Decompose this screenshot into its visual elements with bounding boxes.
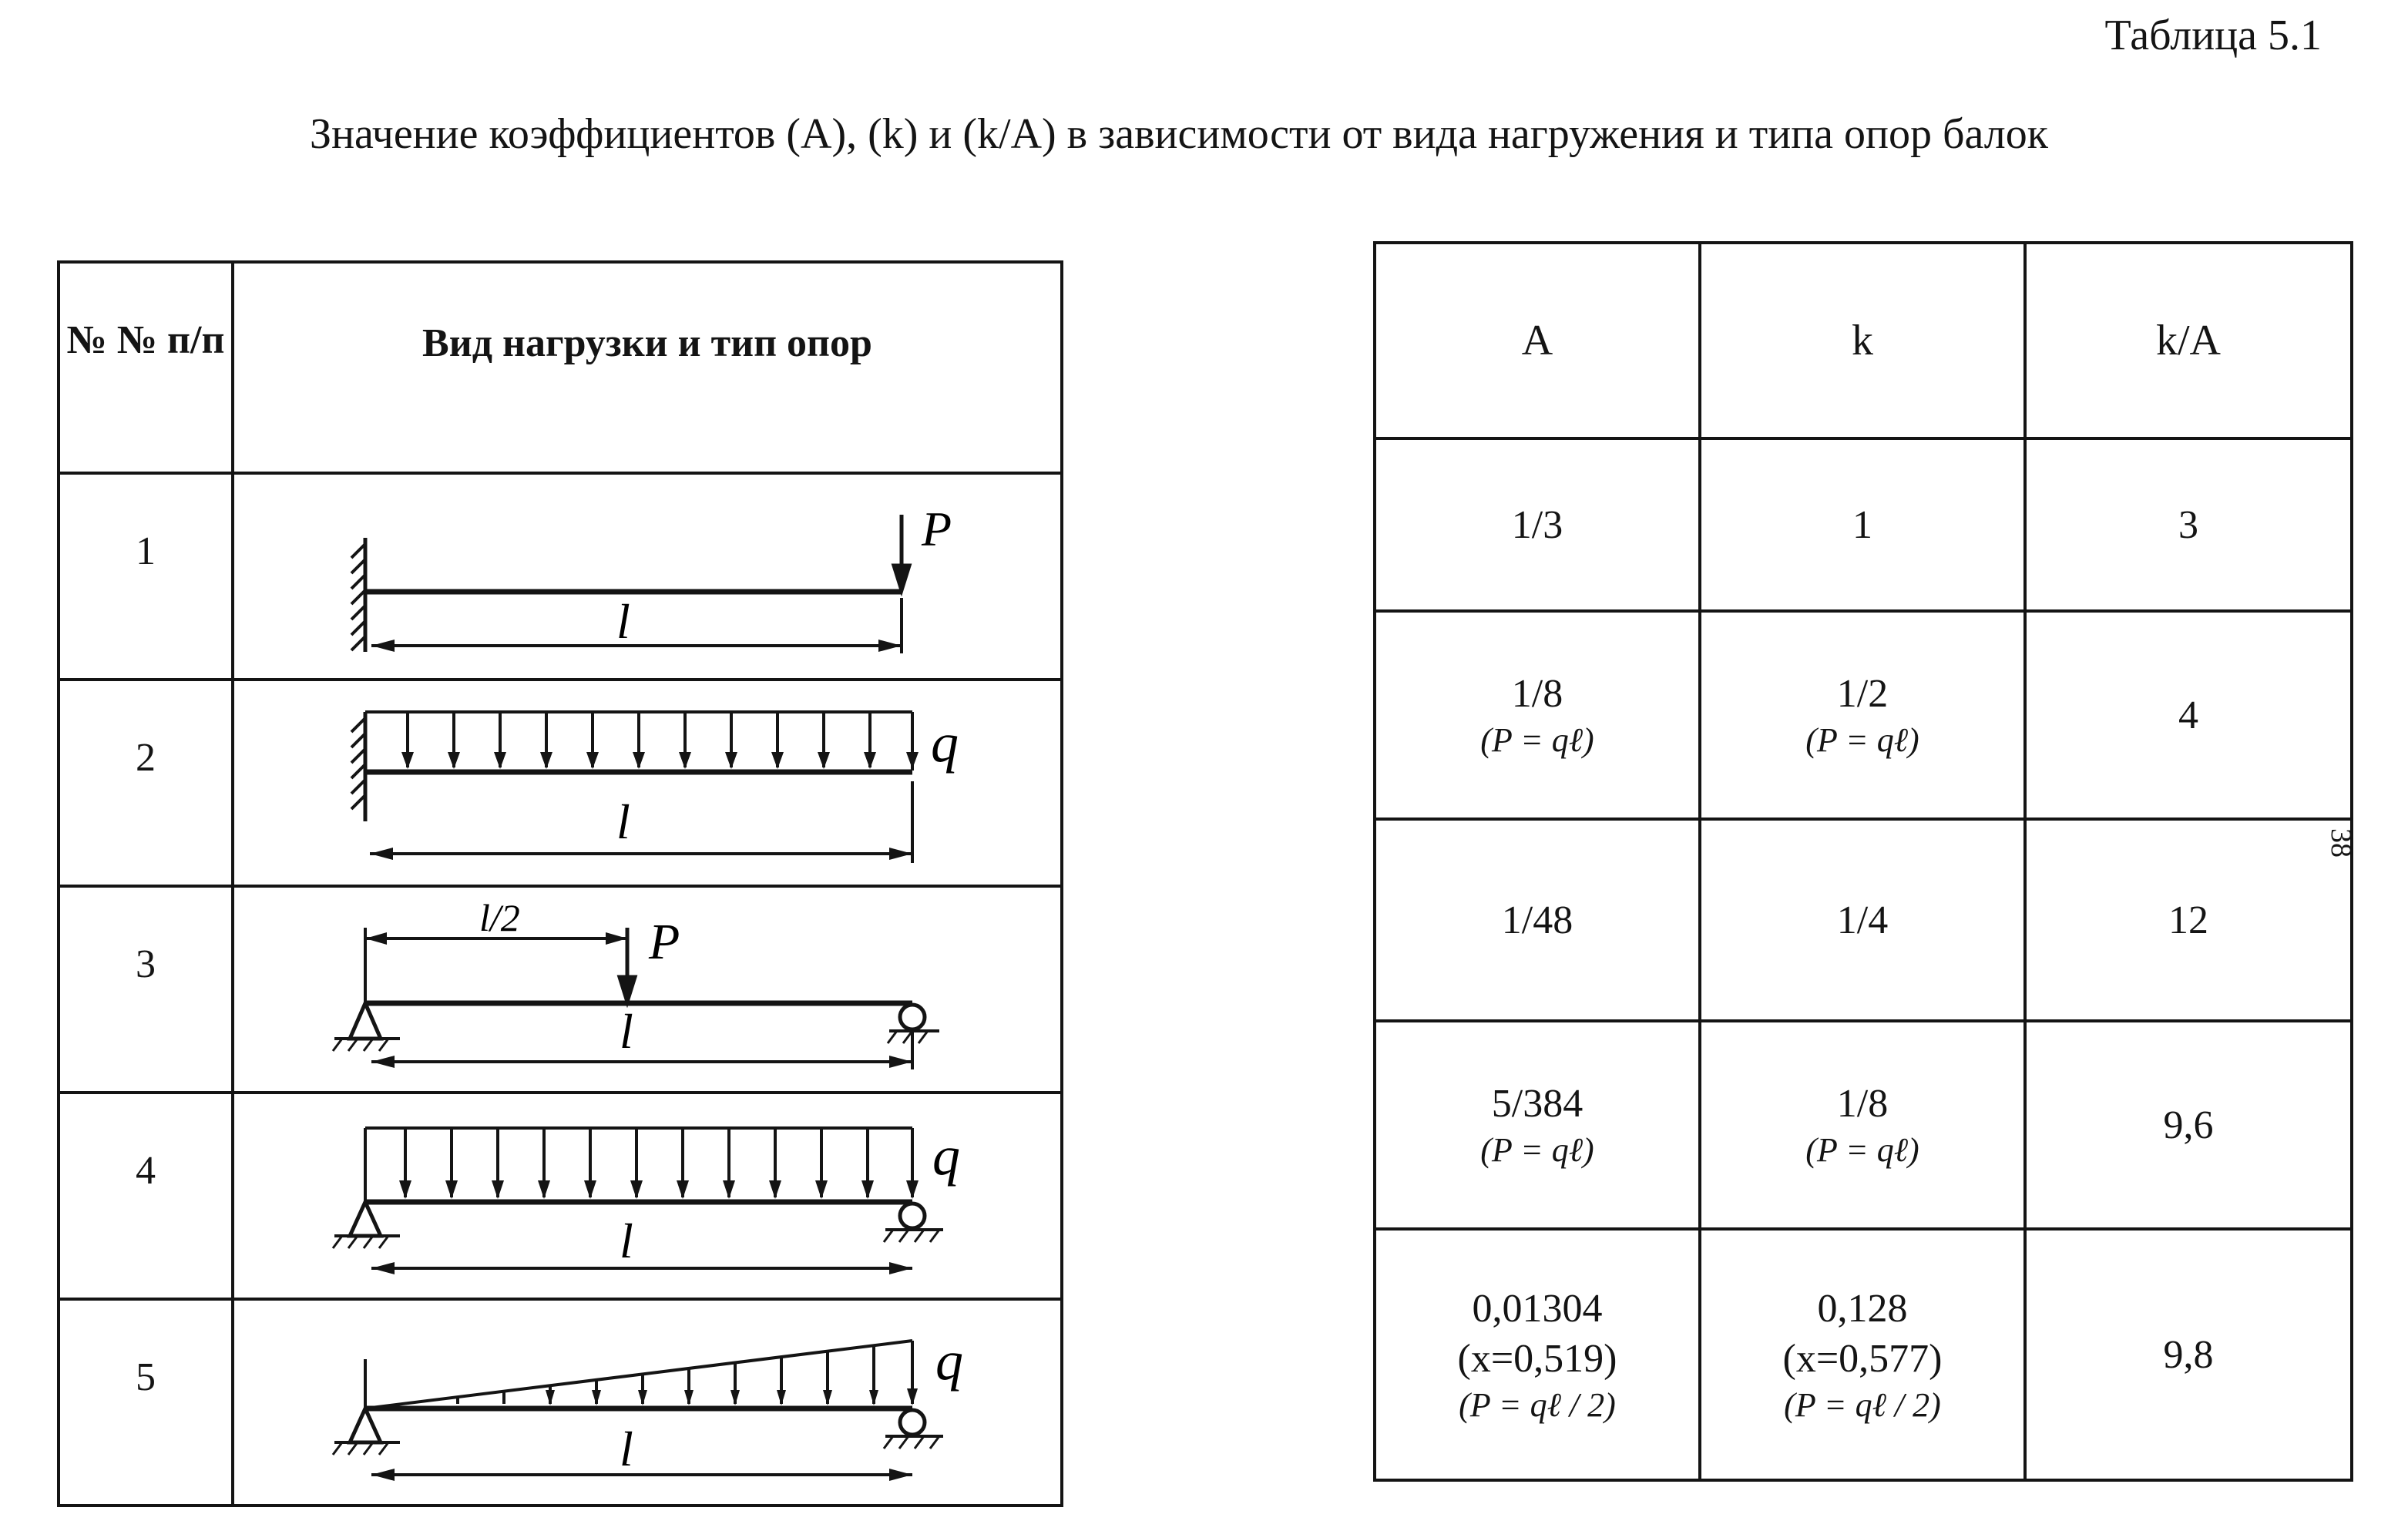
- coefficients-header-row: [1375, 243, 2352, 438]
- diagram-cell: [233, 680, 1062, 886]
- note: (P = qℓ / 2): [1459, 1385, 1616, 1424]
- distributed-load-arrows: [405, 1128, 912, 1197]
- note: (P = qℓ): [1805, 721, 1919, 759]
- note: (P = qℓ): [1480, 1131, 1594, 1169]
- diagram-cell: [233, 1093, 1062, 1299]
- table-row: [59, 473, 1062, 680]
- cell-a: 0,01304 (x=0,519) (P = qℓ / 2): [1375, 1229, 1700, 1480]
- note: (P = qℓ / 2): [1784, 1385, 1941, 1424]
- cell-a: 1/48: [1375, 819, 1700, 1021]
- cell-k: 1/8 (P = qℓ): [1700, 1021, 2025, 1229]
- roller-support: [900, 1204, 925, 1228]
- table-row: [1375, 611, 2352, 819]
- load-label: q: [932, 1125, 960, 1187]
- cantilever-uniform-load-diagram: [234, 681, 1063, 885]
- cell-a: 5/384 (P = qℓ): [1375, 1021, 1700, 1229]
- load-types-table: [57, 260, 1063, 1507]
- cell-k: 1/2 (P = qℓ): [1700, 611, 2025, 819]
- row-number: 5: [59, 1299, 233, 1506]
- table-row: [1375, 1229, 2352, 1480]
- load-label: P: [922, 502, 952, 556]
- row-number: 2: [59, 680, 233, 886]
- length-label: l: [620, 1422, 633, 1476]
- length-label: l: [616, 594, 630, 649]
- cell-k-over-a: 3: [2025, 438, 2352, 611]
- coefficients-table: [1373, 241, 2353, 1482]
- table-row: [1375, 438, 2352, 611]
- roller-support: [900, 1410, 925, 1435]
- cell-k: 1/4: [1700, 819, 2025, 1021]
- left-table-header-row: [59, 262, 1062, 473]
- load-label: q: [931, 712, 959, 774]
- page-title: Значение коэффициентов (A), (k) и (k/A) в зависимости от вида нагружения и типа опор балок: [310, 110, 2048, 158]
- col-header-number: № № п/п: [59, 262, 233, 473]
- cell-k-over-a: 4: [2025, 611, 2352, 819]
- note: (P = qℓ): [1805, 1131, 1919, 1169]
- load-label: q: [935, 1330, 963, 1392]
- cell-k-over-a: 9,8: [2025, 1229, 2352, 1480]
- table-row: [59, 1299, 1062, 1506]
- cell-a: 1/3: [1375, 438, 1700, 611]
- row-number: 4: [59, 1093, 233, 1299]
- cell-k-over-a: 9,6: [2025, 1021, 2352, 1229]
- load-label: P: [649, 914, 680, 970]
- half-length-label: l/2: [479, 896, 520, 939]
- table-row: [59, 1093, 1062, 1299]
- roller-support: [900, 1005, 925, 1029]
- table-row: [1375, 1021, 2352, 1229]
- length-label: l: [620, 1214, 633, 1268]
- diagram-cell: [233, 886, 1062, 1093]
- table-row: [59, 680, 1062, 886]
- diagram-cell: [233, 473, 1062, 680]
- table-caption: Таблица 5.1: [2104, 12, 2322, 59]
- table-row: [59, 886, 1062, 1093]
- cell-k-over-a: 12: [2025, 819, 2352, 1021]
- page-number: 38: [2325, 828, 2357, 858]
- col-header-k: k: [1700, 243, 2025, 438]
- diagram-cell: [233, 1299, 1062, 1506]
- triangular-load-line: [365, 1341, 912, 1408]
- cantilever-point-load-diagram: [234, 475, 1063, 678]
- col-header-a: A: [1375, 243, 1700, 438]
- simply-supported-uniform-load-diagram: [234, 1094, 1063, 1298]
- cell-k: 1: [1700, 438, 2025, 611]
- note: (P = qℓ): [1480, 721, 1594, 759]
- col-header-load-type: Вид нагрузки и тип опор: [233, 262, 1062, 473]
- simply-supported-point-load-diagram: [234, 888, 1063, 1091]
- length-label: l: [620, 1004, 633, 1059]
- pin-support: [350, 1408, 381, 1442]
- pin-support: [350, 1202, 381, 1236]
- simply-supported-triangular-load-diagram: [234, 1301, 1063, 1504]
- cell-a: 1/8 (P = qℓ): [1375, 611, 1700, 819]
- row-number: 3: [59, 886, 233, 1093]
- pin-support: [350, 1003, 381, 1039]
- col-header-k-over-a: k/A: [2025, 243, 2352, 438]
- row-number: 1: [59, 473, 233, 680]
- length-label: l: [616, 794, 630, 849]
- table-row: [1375, 819, 2352, 1021]
- cell-k: 0,128 (x=0,577) (P = qℓ / 2): [1700, 1229, 2025, 1480]
